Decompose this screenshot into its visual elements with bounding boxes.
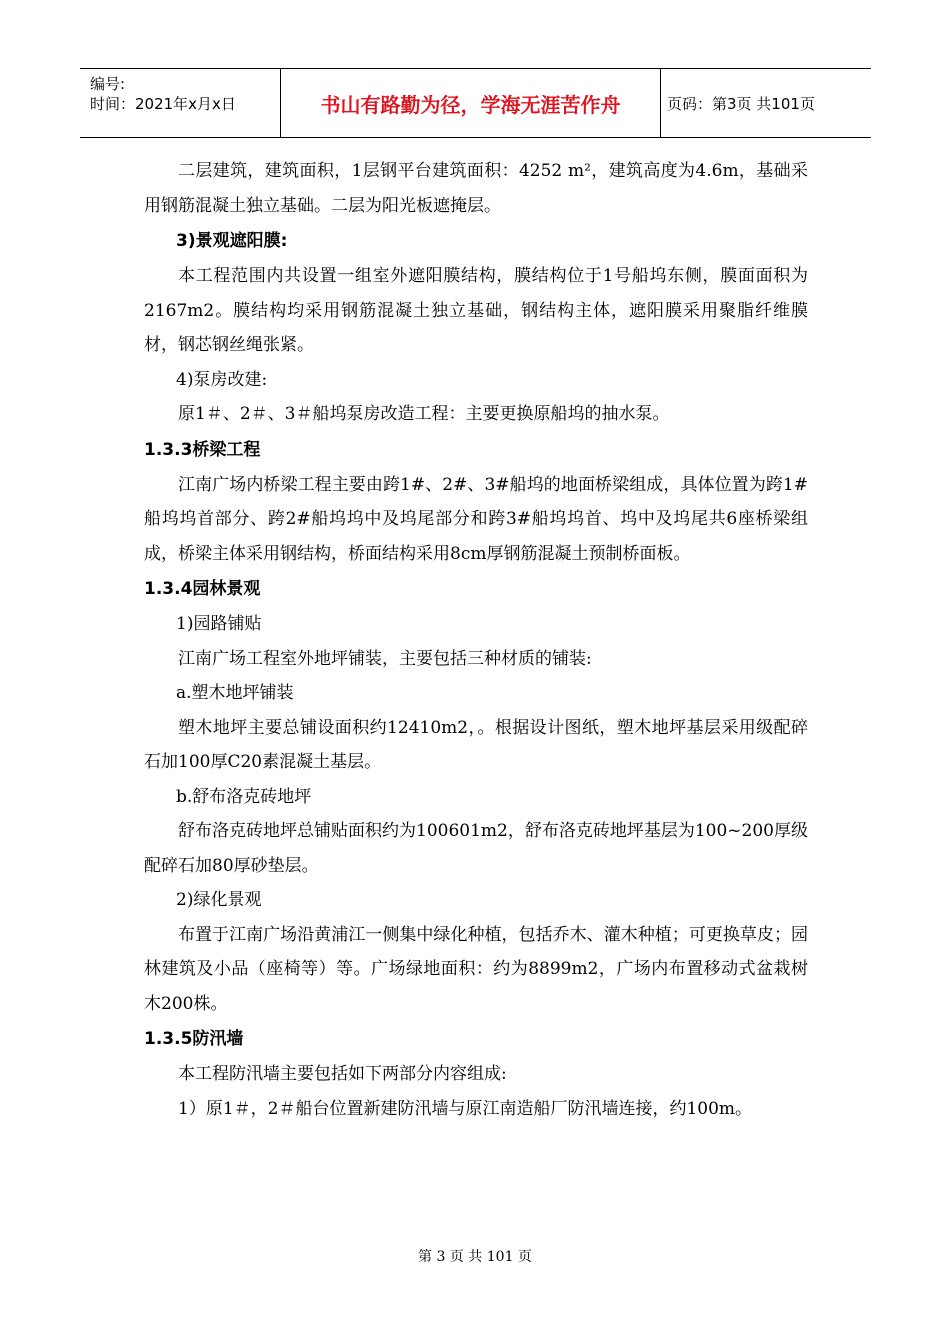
header-motto: 书山有路勤为径，学海无涯苦作舟 — [281, 69, 661, 137]
heading-bridge: 1.3.3桥梁工程 — [144, 439, 261, 460]
paragraph-flood-wall: 本工程防汛墙主要包括如下两部分内容组成: — [178, 1064, 507, 1084]
paragraph-paving: 江南广场工程室外地坪铺装，主要包括三种材质的铺装: — [178, 648, 592, 669]
header-page-label: 页码：第3页 共101页 — [667, 94, 815, 113]
page-header — [80, 68, 871, 138]
paragraph-bridge: 江南广场内桥梁工程主要由跨1#、2#、3#船坞的地面桥梁组成，具体位置为跨1#船坞坞首部分、跨2#船坞坞中及坞尾部分和跨3#船坞坞首、坞中及坞尾共6座桥梁组成，桥梁主体采用钢结构，桥面结构采用8cm厚钢筋混凝土预制桥面板。 — [144, 474, 808, 564]
paragraph-flood-wall-item1: 1）原1＃，2＃船台位置新建防汛墙与原江南造船厂防汛墙连接，约100m。 — [178, 1098, 753, 1119]
page-footer: 第 3 页 共 101 页 — [418, 1249, 532, 1265]
header-meta-cell — [80, 69, 281, 137]
paragraph-greening: 布置于江南广场沿黄浦江一侧集中绿化种植，包括乔木、灌木种植；可更换草皮；园林建筑及小品（座椅等）等。广场绿地面积：约为8899m2，广场内布置移动式盆栽树木200株。 — [144, 924, 808, 1014]
heading-shade-membrane: 3)景观遮阳膜: — [176, 231, 288, 251]
paragraph-building: 二层建筑，建筑面积，1层钢平台建筑面积：4252 m²，建筑高度为4.6m，基础采用钢筋混凝土独立基础。二层为阳光板遮掩层。 — [144, 161, 808, 216]
paragraph-brick-floor: 舒布洛克砖地坪总铺贴面积约为100601m2，舒布洛克砖地坪基层为100~200厚级配碎石加80厚砂垫层。 — [144, 821, 808, 876]
heading-flood-wall: 1.3.5防汛墙 — [144, 1029, 244, 1049]
heading-garden: 1.3.4园林景观 — [144, 579, 261, 599]
document-body — [144, 154, 808, 1126]
subheading-wood-floor: a.塑木地坪铺装 — [176, 683, 294, 703]
paragraph-wood-floor: 塑木地坪主要总铺设面积约12410m2，。根据设计图纸，塑木地坪基层采用级配碎石加100厚C20素混凝土基层。 — [144, 717, 808, 772]
number-label: 编号: — [90, 75, 126, 93]
subheading-greening: 2)绿化景观 — [176, 890, 262, 910]
subheading-paving: 1)园路铺贴 — [176, 614, 262, 634]
subheading-brick-floor: b.舒布洛克砖地坪 — [176, 786, 312, 807]
paragraph-shade-membrane: 本工程范围内共设置一组室外遮阳膜结构，膜结构位于1号船坞东侧，膜面面积为2167m2。膜结构均采用钢筋混凝土独立基础，钢结构主体，遮阳膜采用聚脂纤维膜材，钢芯钢丝绳张紧。 — [144, 266, 808, 355]
subheading-pump-house: 4)泵房改建: — [176, 369, 268, 390]
paragraph-pump-house: 原1＃、2＃、3＃船坞泵房改造工程：主要更换原船坞的抽水泵。 — [178, 404, 670, 424]
time-label: 时间：2021年x月x日 — [90, 95, 236, 113]
